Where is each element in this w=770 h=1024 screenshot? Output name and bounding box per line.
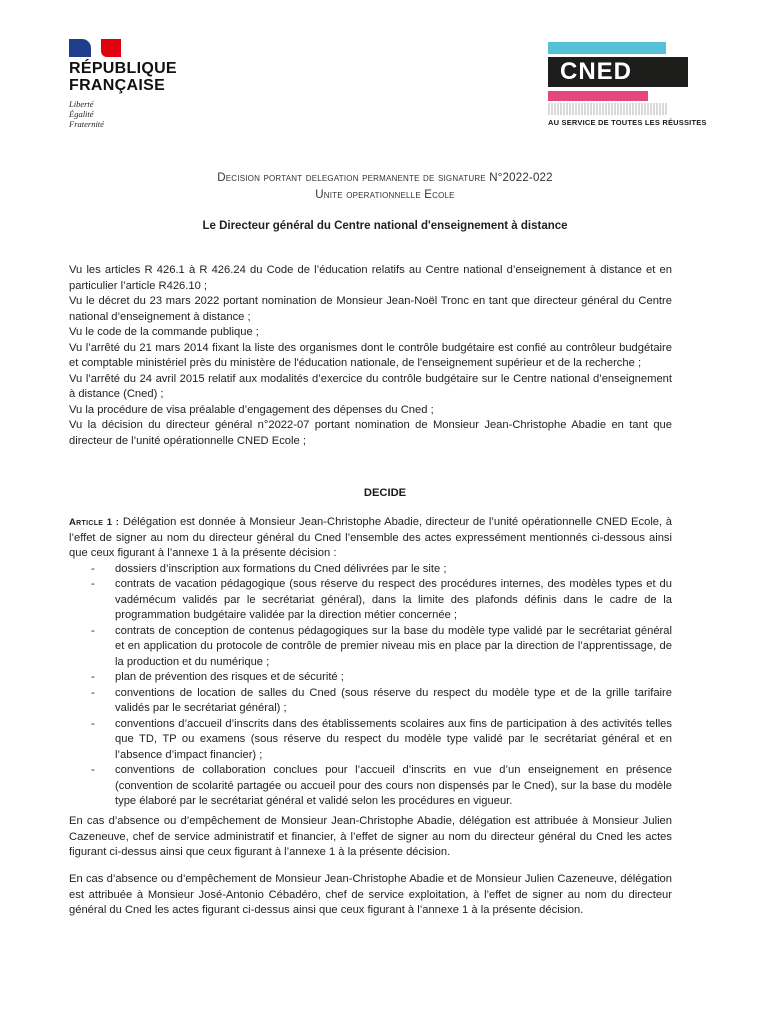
- visa-line: Vu la procédure de visa préalable d’engagement des dépenses du Cned ;: [69, 403, 434, 416]
- visa-line: Vu les articles R 426.1 à R 426.24 du Code de l’éducation relatifs au Centre national d’enseignement à distance et en particulier l’article R426.10 ;: [69, 264, 672, 292]
- cned-tagline: AU SERVICE DE TOUTES LES RÉUSSITES: [548, 118, 707, 127]
- rf-title: RÉPUBLIQUE FRANÇAISE: [69, 60, 177, 94]
- republique-francaise-logo: [69, 37, 177, 129]
- list-item: - conventions de collaboration conclues pour l’accueil d’inscrits en vue d’un enseignement en présence (convention de scolarité partagée ou accueil pour des cours non dispensés par le Cned), sur la base du modèle type élaboré par le secrétariat général et validé selon les procédures en vigueur.: [69, 763, 672, 810]
- list-item: - conventions d’accueil d’inscrits dans des établissements scolaires aux fins de participation à des activités telles que TD, TP ou examens (sous réserve du respect du modèle type validé par le secrétariat général et en l’absence d’impact financier) ;: [69, 717, 672, 764]
- visa-line: Vu le code de la commande publique ;: [69, 326, 259, 338]
- cned-logo: [548, 42, 707, 127]
- list-item: - dossiers d’inscription aux formations du Cned délivrées par le site ;: [69, 562, 672, 578]
- rf-motto: Liberté Égalité Fraternité: [69, 99, 104, 129]
- cned-logo-text: CNED: [560, 58, 633, 85]
- list-item: - plan de prévention des risques et de sécurité ;: [69, 670, 672, 686]
- subtitle: Le Directeur général du Centre national d'enseignement à distance: [202, 220, 568, 232]
- list-item: - contrats de conception de contenus pédagogiques sur la base du modèle type validé par le secrétariat général et en application du protocole de contrôle de premier niveau mis en place par la direction de l’apprentissage, de la production et du numérique ;: [69, 624, 672, 671]
- visa-line: Vu la décision du directeur général n°2022-07 portant nomination de Monsieur Jean-Christophe Abadie en tant que directeur de l’unité opérationnelle CNED Ecole ;: [69, 419, 672, 447]
- paragraph-absence-2: En cas d’absence ou d’empêchement de Monsieur Jean-Christophe Abadie et de Monsieur Julien Cazeneuve, délégation est attribuée à Monsieur José-Antonio Cébadéro, chef de service exploitation, à l’effet de signer au nom du directeur général du Cned les actes figurant ci-dessus ainsi que ceux figurant à l’annexe 1 à la présente décision.: [69, 873, 672, 916]
- decision-title: Decision portant delegation permanente de signature N°2022-022: [217, 172, 553, 184]
- visas-section: [69, 263, 672, 449]
- article-intro: Délégation est donnée à Monsieur Jean-Christophe Abadie, directeur de l’unité opérationnelle CNED Ecole, à l’effet de signer au nom du directeur général du Cned l’ensemble des actes expressément mentionnés ci-dessous ainsi que ceux figurant à l’annexe 1 à la présente décision :: [69, 516, 672, 559]
- unit-title: Unite operationnelle Ecole: [315, 189, 455, 201]
- article-label: Article 1 :: [69, 517, 120, 528]
- delegation-list: [69, 562, 672, 810]
- paragraph-absence-1: En cas d’absence ou d’empêchement de Monsieur Jean-Christophe Abadie, délégation est attribuée à Monsieur Julien Cazeneuve, chef de service administratif et financier, à l’effet de signer au nom du directeur général du Cned les actes figurant ci-dessus ainsi que ceux figurant à l’annexe 1 à la présente décision.: [69, 815, 672, 858]
- list-item: - contrats de vacation pédagogique (sous réserve du respect des procédures internes, des modèles types et du vadémécum validés par le secrétariat général), dans la limite des plafonds définis dans le cadre de la programmation budgétaire validée par la direction métier concernée ;: [69, 577, 672, 624]
- visa-line: Vu l’arrêté du 21 mars 2014 fixant la liste des organismes dont le contrôle budgétaire est confié au contrôleur budgétaire et comptable ministériel près du ministère de l'éducation nationale, de l'enseignement supérieur et de la recherche ;: [69, 341, 672, 369]
- list-item: - conventions de location de salles du Cned (sous réserve du respect du modèle type et de la grille tarifaire validés par le secrétariat général) ;: [69, 686, 672, 717]
- visa-line: Vu l’arrêté du 24 avril 2015 relatif aux modalités d’exercice du contrôle budgétaire sur le Centre national d’enseignement à distance (Cned) ;: [69, 372, 672, 400]
- decide-heading: DECIDE: [363, 487, 407, 499]
- visa-line: Vu le décret du 23 mars 2022 portant nomination de Monsieur Jean-Noël Tronc en tant que directeur général du Centre national d’enseignement à distance ;: [69, 295, 672, 323]
- article-1: [69, 515, 672, 810]
- marianne-flag-icon: [69, 37, 177, 57]
